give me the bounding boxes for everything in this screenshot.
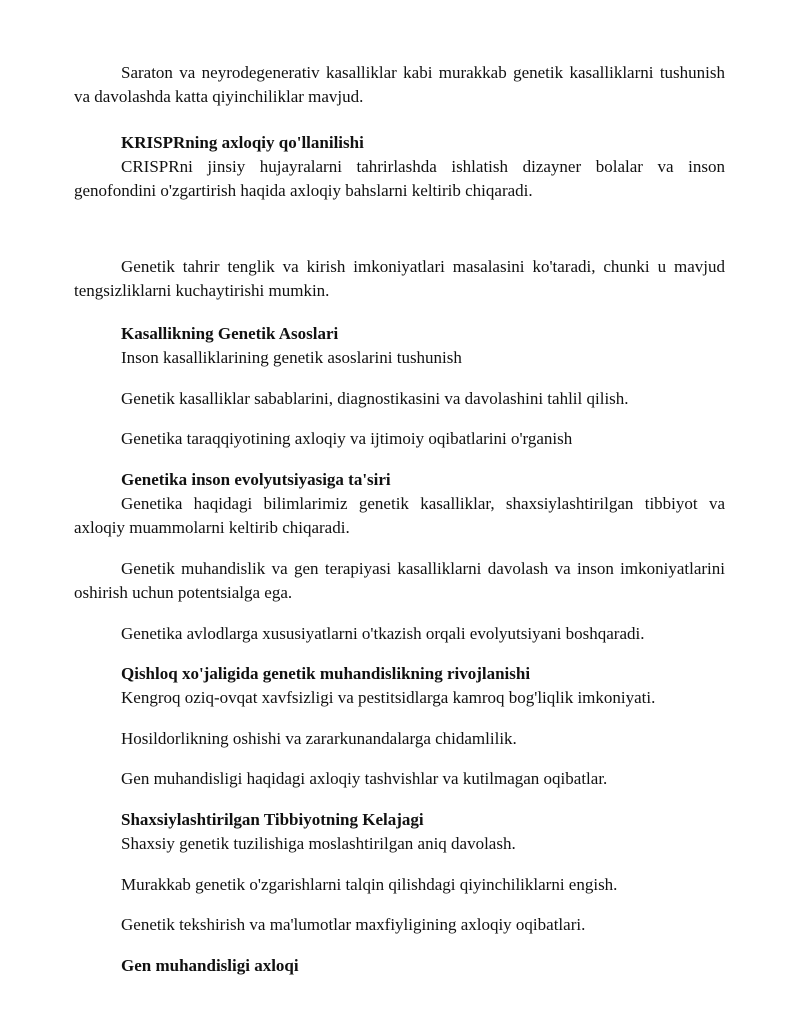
evolution-paragraph: Genetika avlodlarga xususiyatlarni o'tkazish orqali evolyutsiyani boshqaradi.	[121, 624, 645, 643]
disease-basis-item: Genetik kasalliklar sabablarini, diagnostikasini va davolashini tahlil qilish.	[121, 389, 629, 408]
agriculture-item: Gen muhandisligi haqidagi axloqiy tashvishlar va kutilmagan oqibatlar.	[121, 769, 608, 788]
equity-paragraph: Genetik tahrir tenglik va kirish imkoniyatlari masalasini ko'taradi, chunki u mavjud tengsizliklarni kuchaytirishi mumkin.	[74, 257, 725, 300]
evolution-paragraph: Genetika haqidagi bilimlarimiz genetik kasalliklar, shaxsiylashtirilgan tibbiyot va axloqiy muammolarni keltirib chiqaradi.	[74, 494, 725, 537]
agriculture-item: Kengroq oziq-ovqat xavfsizligi va pestitsidlarga kamroq bog'liqlik imkoniyati.	[121, 688, 656, 707]
intro-paragraph: Saraton va neyrodegenerativ kasalliklar kabi murakkab genetik kasalliklarni tushunish va davolashda katta qiyinchiliklar mavjud.	[74, 63, 725, 106]
crispr-heading: KRISPRning axloqiy qo'llanilishi	[121, 133, 364, 152]
disease-basis-heading: Kasallikning Genetik Asoslari	[121, 324, 339, 343]
ethics-heading: Gen muhandisligi axloqi	[121, 956, 299, 975]
document-body	[74, 61, 725, 978]
agriculture-item: Hosildorlikning oshishi va zararkunandalarga chidamlilik.	[121, 729, 517, 748]
disease-basis-item: Genetika taraqqiyotining axloqiy va ijtimoiy oqibatlarini o'rganish	[121, 429, 573, 448]
evolution-heading: Genetika inson evolyutsiyasiga ta'siri	[121, 470, 391, 489]
personalized-item: Murakkab genetik o'zgarishlarni talqin qilishdagi qiyinchiliklarni engish.	[121, 875, 618, 894]
disease-basis-item: Inson kasalliklarining genetik asoslarini tushunish	[121, 348, 462, 367]
personalized-item: Genetik tekshirish va ma'lumotlar maxfiyligining axloqiy oqibatlari.	[121, 915, 586, 934]
personalized-heading: Shaxsiylashtirilgan Tibbiyotning Kelajagi	[121, 810, 424, 829]
evolution-paragraph: Genetik muhandislik va gen terapiyasi kasalliklarni davolash va inson imkoniyatlarini oshirish uchun potentsialga ega.	[74, 559, 725, 602]
personalized-item: Shaxsiy genetik tuzilishiga moslashtirilgan aniq davolash.	[121, 834, 516, 853]
crispr-paragraph: CRISPRni jinsiy hujayralarni tahrirlashda ishlatish dizayner bolalar va inson genofondini o'zgartirish haqida axloqiy bahslarni keltirib chiqaradi.	[74, 157, 725, 200]
agriculture-heading: Qishloq xo'jaligida genetik muhandislikning rivojlanishi	[121, 664, 531, 683]
